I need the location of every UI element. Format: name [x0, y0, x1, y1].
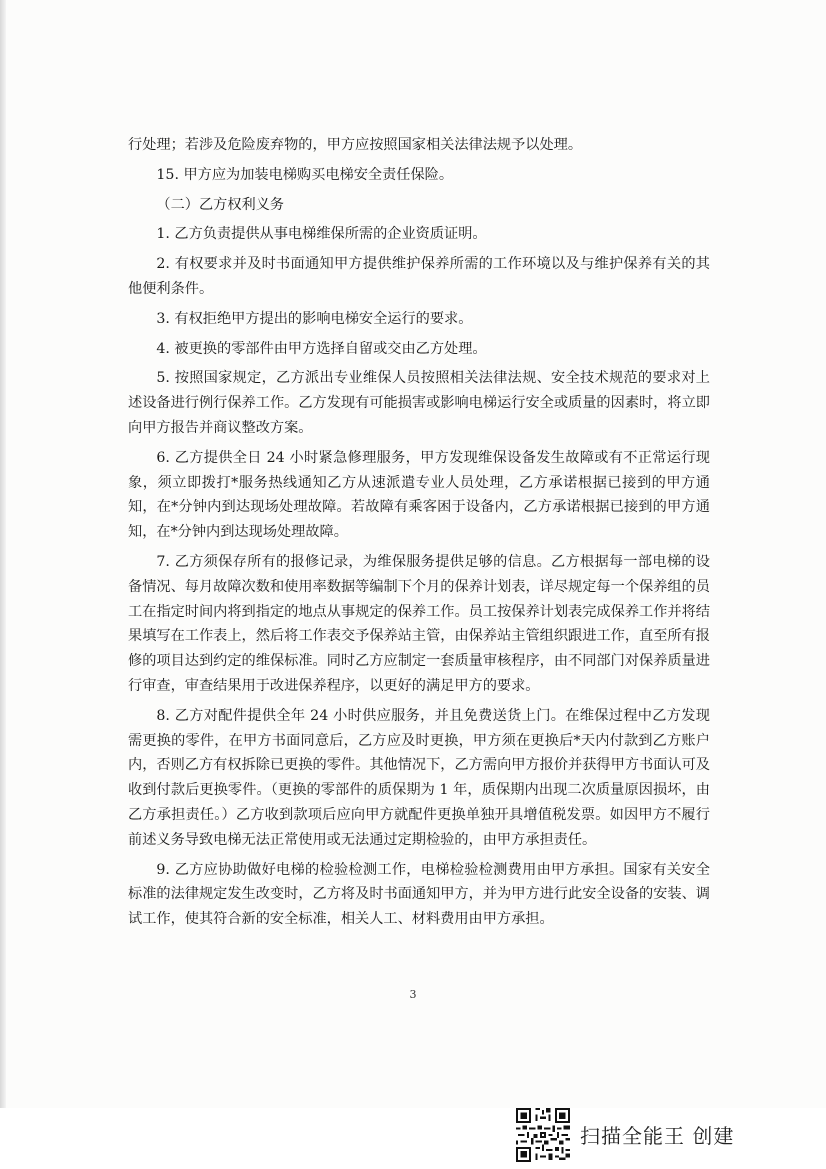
- contract-body: [128, 133, 710, 937]
- paragraph-clause-b9: 9. 乙方应协助做好电梯的检验检测工作，电梯检验检测费用由甲方承担。国家有关安全标准的法律规定发生改变时，乙方将及时书面通知甲方，并为甲方进行此安全设备的安装、调试工作，使其符合新的安全标准，相关人工、材料费用由甲方承担。: [128, 861, 710, 928]
- paragraph-clause-b2: 2. 有权要求并及时书面通知甲方提供维护保养所需的工作环境以及与维护保养有关的其他便利条件。: [128, 256, 710, 297]
- paragraph-clause-b5: 5. 按照国家规定，乙方派出专业维保人员按照相关法律法规、安全技术规范的要求对上述设备进行例行保养工作。乙方发现有可能损害或影响电梯运行安全或质量的因素时，将立即向甲方报告并商议整改方案。: [128, 370, 710, 436]
- paragraph-clause-b4: 4. 被更换的零部件由甲方选择自留或交由乙方处理。: [156, 340, 487, 357]
- paragraph-clause-b3: 3. 有权拒绝甲方提出的影响电梯安全运行的要求。: [156, 310, 473, 327]
- paragraph-clause-b1: 1. 乙方负责提供从事电梯维保所需的企业资质证明。: [156, 226, 487, 243]
- paragraph-clause-b6: 6. 乙方提供全日 24 小时紧急修理服务，甲方发现维保设备发生故障或有不正常运行现象，须立即拨打*服务热线通知乙方从速派遣专业人员处理，乙方承诺根据已接到的甲方通知，在*分钟内到达现场处理故障。若故障有乘客困于设备内，乙方承诺根据已接到的甲方通知，在*分钟内到达现场处理故障。: [128, 449, 710, 541]
- page-number: 3: [409, 988, 417, 1001]
- paragraph-clause-b7: 7. 乙方须保存所有的报修记录，为维保服务提供足够的信息。乙方根据每一部电梯的设备情况、每月故障次数和使用率数据等编制下个月的保养计划表，详尽规定每一个保养组的员工在指定时间内将到指定的地点从事规定的保养工作。员工按保养计划表完成保养工作并将结果填写在工作表上，然后将工作表交予保养站主管，由保养站主管组织跟进工作，直至所有报修的项目达到约定的维保标准。同时乙方应制定一套质量审核程序，由不同部门对保养质量进行审查，审查结果用于改进保养程序，以更好的满足甲方的要求。: [128, 553, 710, 694]
- qr-code-icon: [516, 1108, 570, 1162]
- paragraph-clause-15: 15. 甲方应为加装电梯购买电梯安全责任保险。: [156, 166, 454, 183]
- paragraph-clause-b8: 8. 乙方对配件提供全年 24 小时供应服务，并且免费送货上门。在维保过程中乙方发现需更换的零件，在甲方书面同意后，乙方应及时更换，甲方须在更换后*天内付款到乙方账户内，否则乙方有权拆除已更换的零件。其他情况下，乙方需向甲方报价并获得甲方书面认可及收到付款后更换零件。（更换的零部件的质保期为 1 年，质保期内出现二次质量原因损坏，由乙方承担责任。）乙方收到款项后应向甲方就配件更换单独开具增值税发票。如因甲方不履行前述义务导致电梯无法正常使用或无法通过定期检验的，由甲方承担责任。: [128, 707, 710, 848]
- scanner-brand-label: 扫描全能王 创建: [580, 1124, 735, 1148]
- scan-edge-shadow: [0, 0, 6, 1108]
- section-heading-party-b: （二）乙方权利义务: [156, 196, 285, 213]
- paragraph-continuation: 行处理；若涉及危险废弃物的，甲方应按照国家相关法律法规予以处理。: [128, 137, 583, 153]
